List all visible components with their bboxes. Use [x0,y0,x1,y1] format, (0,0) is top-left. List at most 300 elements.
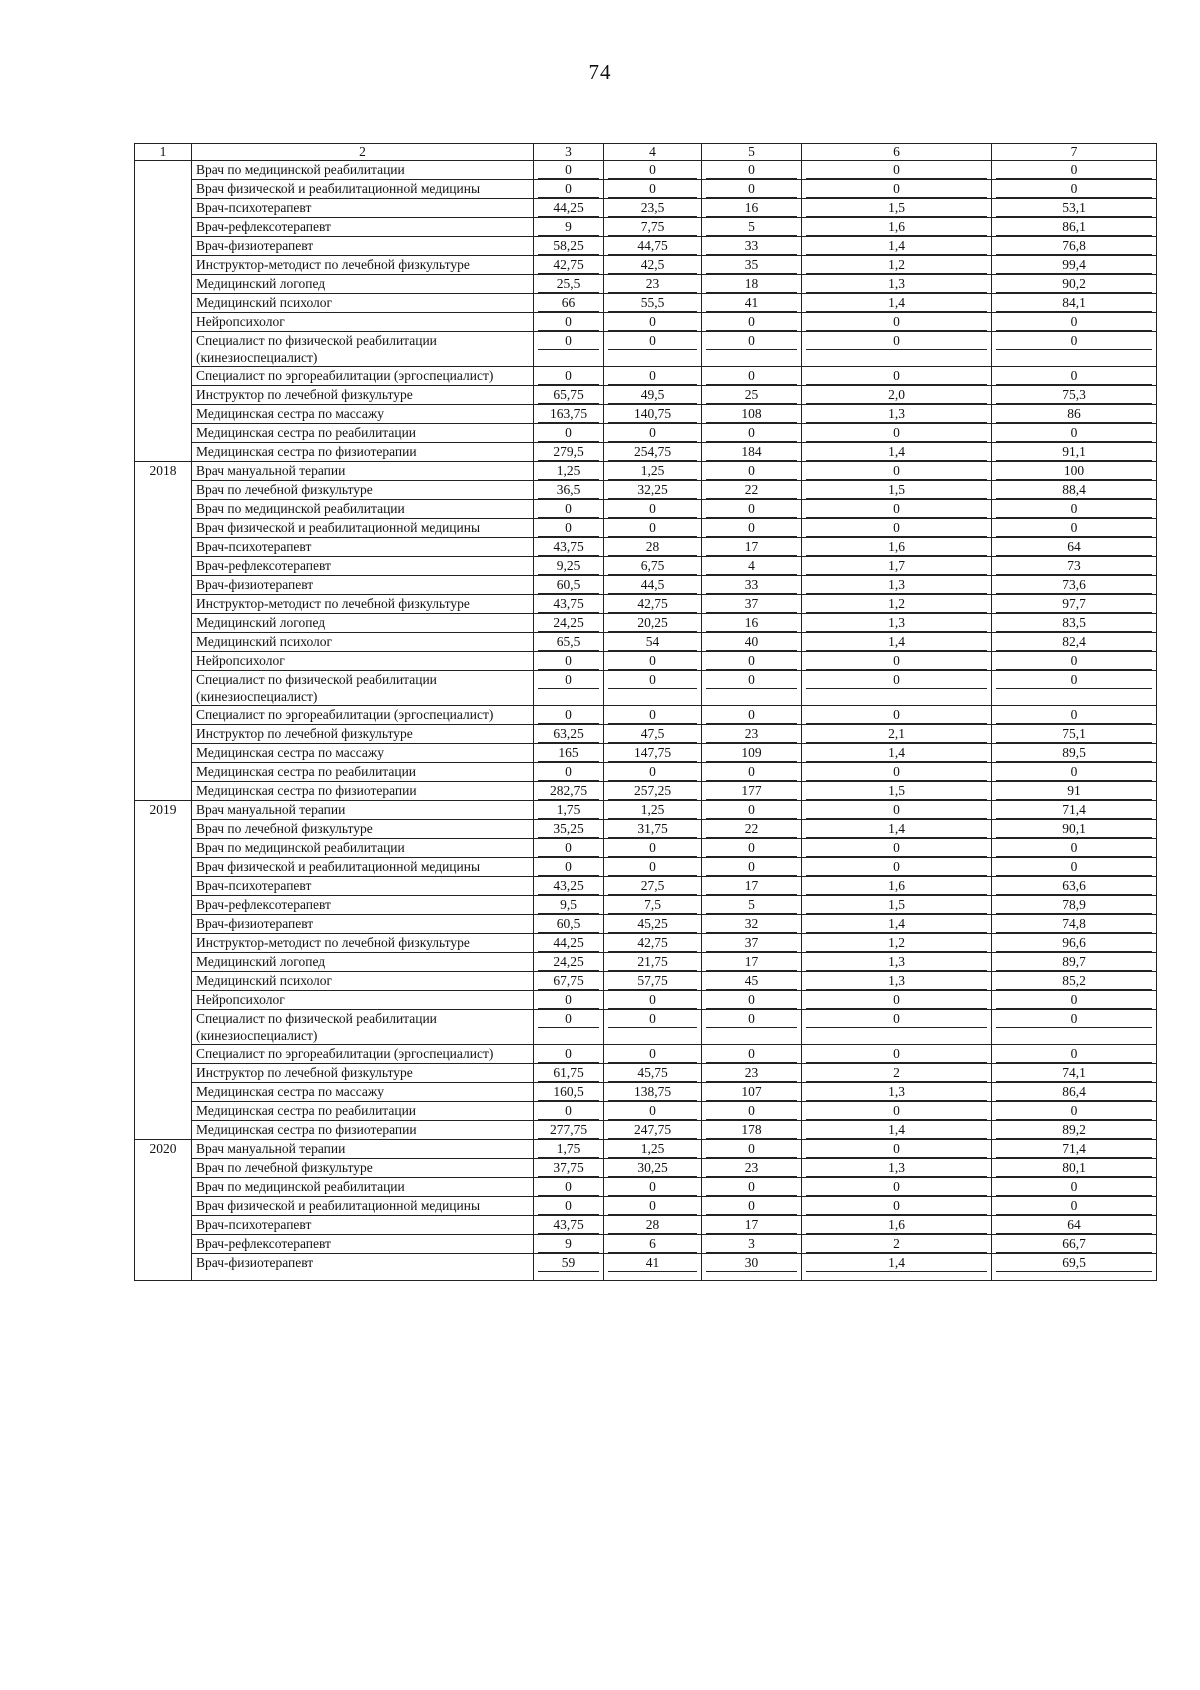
value-text: 85,2 [996,972,1152,990]
value-cell [534,614,604,633]
value-text: 0 [608,161,697,179]
value-text: 0 [996,161,1152,179]
value-text: 35 [706,256,797,274]
value-text: 0 [996,671,1152,689]
value-text: 147,75 [608,744,697,762]
value-cell [702,820,802,839]
value-text: 28 [608,1216,697,1234]
value-text: 0 [706,706,797,724]
value-cell [702,557,802,576]
value-cell [702,1235,802,1254]
value-cell [802,462,992,481]
table-row [135,538,1157,557]
value-cell [802,500,992,519]
value-cell [534,367,604,386]
specialty-cell: Специалист по эргореабилитации (эргоспециалист) [192,367,534,386]
value-cell [802,877,992,896]
value-cell [604,367,702,386]
value-cell [702,443,802,462]
value-cell [604,1140,702,1159]
specialty-cell: Врач-физиотерапевт [192,915,534,934]
value-cell [604,1102,702,1121]
table-row [135,218,1157,237]
year-cell [135,161,192,462]
value-text: 0 [706,313,797,331]
value-cell [534,1045,604,1064]
value-text: 43,75 [538,538,599,556]
value-text: 0 [608,1197,697,1215]
value-cell [604,538,702,557]
value-text: 0 [706,858,797,876]
value-text: 40 [706,633,797,651]
value-cell [604,1178,702,1197]
value-text: 1,4 [806,443,987,461]
value-cell [534,1159,604,1178]
value-cell [702,1121,802,1140]
value-text: 163,75 [538,405,599,423]
value-text: 0 [806,706,987,724]
value-cell [702,405,802,424]
value-cell [992,1102,1157,1121]
value-cell [702,275,802,294]
value-text: 0 [806,1010,987,1028]
value-text: 73,6 [996,576,1152,594]
value-cell [534,839,604,858]
value-cell [604,972,702,991]
value-cell [604,424,702,443]
specialty-cell: Врач-рефлексотерапевт [192,218,534,237]
value-cell [992,1197,1157,1216]
value-text: 0 [706,462,797,480]
value-text: 0 [996,991,1152,1009]
value-text: 0 [806,839,987,857]
specialty-cell: Врач мануальной терапии [192,801,534,820]
value-text: 165 [538,744,599,762]
value-text: 0 [538,1010,599,1028]
value-cell [802,972,992,991]
value-text: 1,5 [806,896,987,914]
value-cell [604,1045,702,1064]
value-cell [604,953,702,972]
value-cell [802,332,992,367]
value-text: 0 [608,991,697,1009]
value-cell [534,652,604,671]
value-cell [702,1178,802,1197]
value-text: 178 [706,1121,797,1139]
value-cell [604,801,702,820]
value-cell [702,896,802,915]
value-cell [702,1064,802,1083]
value-text: 279,5 [538,443,599,461]
value-text: 0 [706,991,797,1009]
value-text: 17 [706,877,797,895]
value-text: 0 [996,367,1152,385]
specialty-cell: Врач по медицинской реабилитации [192,839,534,858]
value-text: 0 [706,1010,797,1028]
value-text: 177 [706,782,797,800]
value-text: 254,75 [608,443,697,461]
value-text: 0 [806,991,987,1009]
value-text: 1,3 [806,405,987,423]
value-text: 86,4 [996,1083,1152,1101]
table-row [135,595,1157,614]
table-row [135,1197,1157,1216]
value-text: 20,25 [608,614,697,632]
value-cell [604,858,702,877]
specialty-cell: Специалист по эргореабилитации (эргоспециалист) [192,706,534,725]
specialty-cell: Врач-психотерапевт [192,877,534,896]
value-text: 1,7 [806,557,987,575]
value-cell [534,915,604,934]
specialty-cell: Медицинская сестра по реабилитации [192,424,534,443]
value-cell [534,725,604,744]
value-text: 0 [806,801,987,819]
value-text: 0 [538,763,599,781]
value-cell [604,180,702,199]
value-cell [534,519,604,538]
table-row [135,519,1157,538]
value-cell [604,1083,702,1102]
value-cell [604,1159,702,1178]
value-text: 1,25 [538,462,599,480]
value-text: 90,1 [996,820,1152,838]
value-cell [992,1235,1157,1254]
value-text: 42,75 [608,934,697,952]
value-text: 45 [706,972,797,990]
value-cell [802,1010,992,1045]
value-text: 86,1 [996,218,1152,236]
table-row [135,424,1157,443]
column-header: 2 [192,144,534,161]
table-row [135,500,1157,519]
value-cell [702,671,802,706]
value-cell [604,934,702,953]
value-text: 0 [806,1197,987,1215]
table-row [135,294,1157,313]
value-cell [802,180,992,199]
value-cell [534,500,604,519]
value-cell [992,877,1157,896]
value-cell [702,576,802,595]
value-text: 9,25 [538,557,599,575]
value-cell [534,218,604,237]
value-text: 0 [538,991,599,1009]
value-cell [702,782,802,801]
value-cell [802,294,992,313]
value-text: 88,4 [996,481,1152,499]
table-row [135,1102,1157,1121]
value-text: 25 [706,386,797,404]
value-cell [702,1216,802,1235]
value-text: 60,5 [538,576,599,594]
header-row [135,144,1157,161]
value-cell [702,519,802,538]
value-text: 0 [706,1178,797,1196]
value-cell [534,1140,604,1159]
value-cell [604,706,702,725]
specialty-cell: Инструктор по лечебной физкультуре [192,1064,534,1083]
specialty-cell: Нейропсихолог [192,313,534,332]
value-cell [702,877,802,896]
table-row [135,820,1157,839]
specialty-cell: Инструктор-методист по лечебной физкультуре [192,934,534,953]
value-text: 64 [996,1216,1152,1234]
value-text: 0 [608,763,697,781]
value-text: 2,1 [806,725,987,743]
specialty-cell: Специалист по физической реабилитации (кинезиоспециалист) [192,671,534,706]
value-cell [802,576,992,595]
value-cell [992,386,1157,405]
value-cell [604,725,702,744]
value-text: 1,25 [608,1140,697,1158]
value-cell [534,1083,604,1102]
value-text: 0 [608,1010,697,1028]
value-cell [802,481,992,500]
specialty-cell: Медицинская сестра по реабилитации [192,763,534,782]
value-text: 0 [706,519,797,537]
value-cell [702,725,802,744]
value-text: 65,5 [538,633,599,651]
specialty-cell: Врач по медицинской реабилитации [192,500,534,519]
value-text: 0 [538,1178,599,1196]
value-cell [604,237,702,256]
value-cell [604,405,702,424]
value-text: 27,5 [608,877,697,895]
value-cell [702,538,802,557]
value-cell [604,839,702,858]
value-text: 24,25 [538,614,599,632]
value-cell [702,1197,802,1216]
value-text: 86 [996,405,1152,423]
value-text: 1,4 [806,1254,987,1272]
value-cell [802,1159,992,1178]
value-text: 1,25 [608,462,697,480]
value-cell [534,782,604,801]
value-text: 61,75 [538,1064,599,1082]
value-text: 0 [706,180,797,198]
table-row [135,1178,1157,1197]
value-text: 0 [608,313,697,331]
value-cell [534,313,604,332]
value-text: 1,4 [806,294,987,312]
year-cell: 2018 [135,462,192,801]
value-cell [702,1045,802,1064]
value-text: 6,75 [608,557,697,575]
table-body [135,161,1157,1281]
value-cell [534,934,604,953]
value-text: 45,75 [608,1064,697,1082]
value-text: 0 [538,500,599,518]
value-text: 160,5 [538,1083,599,1101]
specialty-cell: Нейропсихолог [192,652,534,671]
value-text: 91 [996,782,1152,800]
table-row [135,275,1157,294]
specialty-cell: Медицинская сестра по реабилитации [192,1102,534,1121]
value-text: 78,9 [996,896,1152,914]
value-text: 23,5 [608,199,697,217]
value-cell [802,801,992,820]
value-cell [604,595,702,614]
value-text: 66 [538,294,599,312]
value-cell [802,706,992,725]
value-text: 0 [996,858,1152,876]
value-text: 89,7 [996,953,1152,971]
table-row [135,972,1157,991]
value-text: 42,75 [538,256,599,274]
value-text: 1,3 [806,614,987,632]
value-text: 21,75 [608,953,697,971]
value-cell [702,500,802,519]
value-text: 0 [806,500,987,518]
value-cell [534,1197,604,1216]
value-text: 33 [706,576,797,594]
value-text: 0 [538,332,599,350]
value-text: 0 [538,367,599,385]
value-cell [534,424,604,443]
value-cell [802,633,992,652]
value-cell [604,576,702,595]
table-row [135,386,1157,405]
value-cell [992,332,1157,367]
value-cell [802,1083,992,1102]
value-cell [802,161,992,180]
value-text: 0 [706,367,797,385]
value-text: 0 [706,424,797,442]
value-text: 1,4 [806,820,987,838]
table-row [135,557,1157,576]
value-text: 0 [806,313,987,331]
value-cell [534,1254,604,1281]
value-text: 37 [706,934,797,952]
value-cell [992,1064,1157,1083]
value-text: 43,75 [538,1216,599,1234]
value-cell [702,839,802,858]
value-cell [992,481,1157,500]
value-text: 0 [538,839,599,857]
value-text: 60,5 [538,915,599,933]
value-cell [992,953,1157,972]
value-cell [702,915,802,934]
table-row [135,991,1157,1010]
value-cell [992,500,1157,519]
specialty-cell: Медицинская сестра по массажу [192,744,534,763]
specialty-cell: Врач физической и реабилитационной медицины [192,180,534,199]
value-cell [702,1102,802,1121]
value-text: 0 [806,367,987,385]
table-row [135,1064,1157,1083]
value-cell [534,991,604,1010]
value-cell [992,1045,1157,1064]
value-cell [992,1216,1157,1235]
value-cell [604,820,702,839]
table-row [135,652,1157,671]
value-text: 0 [538,180,599,198]
value-text: 0 [608,180,697,198]
value-text: 1,2 [806,595,987,613]
value-cell [702,294,802,313]
table-row [135,180,1157,199]
value-text: 0 [806,671,987,689]
specialty-cell: Врач-рефлексотерапевт [192,557,534,576]
value-cell [992,934,1157,953]
table-row [135,839,1157,858]
table-row [135,256,1157,275]
value-text: 69,5 [996,1254,1152,1272]
value-cell [604,614,702,633]
value-text: 0 [608,424,697,442]
page-number: 74 [588,60,612,84]
value-text: 108 [706,405,797,423]
specialty-cell: Врач-физиотерапевт [192,237,534,256]
value-text: 0 [706,332,797,350]
value-cell [604,313,702,332]
value-text: 80,1 [996,1159,1152,1177]
value-cell [534,199,604,218]
value-cell [992,839,1157,858]
value-text: 0 [806,1045,987,1063]
value-cell [604,500,702,519]
value-text: 0 [996,1102,1152,1120]
value-text: 0 [996,1197,1152,1215]
value-cell [802,256,992,275]
value-cell [604,256,702,275]
value-text: 63,25 [538,725,599,743]
value-text: 0 [806,332,987,350]
value-cell [534,706,604,725]
value-cell [604,671,702,706]
table-row [135,725,1157,744]
value-cell [992,462,1157,481]
value-cell [702,763,802,782]
value-cell [992,218,1157,237]
specialty-cell: Врач физической и реабилитационной медицины [192,1197,534,1216]
value-text: 36,5 [538,481,599,499]
value-cell [702,161,802,180]
value-text: 64 [996,538,1152,556]
value-cell [802,237,992,256]
value-text: 1,3 [806,1159,987,1177]
value-text: 0 [706,763,797,781]
value-cell [702,313,802,332]
value-cell [604,1254,702,1281]
column-header: 5 [702,144,802,161]
value-text: 30 [706,1254,797,1272]
value-cell [702,652,802,671]
value-text: 91,1 [996,443,1152,461]
value-text: 0 [706,801,797,819]
value-cell [802,1197,992,1216]
table-row [135,1083,1157,1102]
table-row [135,1235,1157,1254]
value-text: 42,5 [608,256,697,274]
value-cell [534,386,604,405]
value-text: 16 [706,614,797,632]
value-cell [604,1010,702,1045]
specialty-cell: Врач по лечебной физкультуре [192,1159,534,1178]
value-cell [534,1102,604,1121]
value-cell [992,161,1157,180]
value-text: 0 [608,706,697,724]
specialty-cell: Врач-психотерапевт [192,538,534,557]
specialty-cell: Инструктор-методист по лечебной физкультуре [192,256,534,275]
value-text: 2 [806,1064,987,1082]
table-row [135,313,1157,332]
value-text: 5 [706,896,797,914]
value-text: 4 [706,557,797,575]
value-text: 1,3 [806,953,987,971]
value-cell [534,877,604,896]
value-cell [534,237,604,256]
